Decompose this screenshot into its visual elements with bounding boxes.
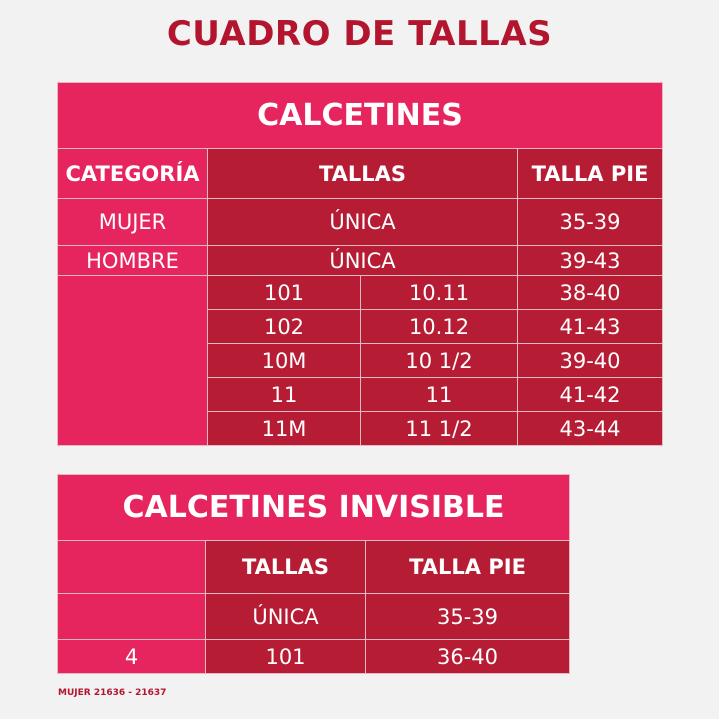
size-code-cell: 102 (208, 310, 361, 344)
talla-pie-cell: 35-39 (366, 594, 570, 640)
column-header-empty (58, 541, 206, 594)
page-title: CUADRO DE TALLAS (166, 14, 553, 54)
tallas-cell: 101 (206, 640, 366, 674)
column-header-tallas: TALLAS (208, 149, 518, 199)
calcetines-invisible-size-table (57, 474, 570, 674)
talla-pie-cell: 41-42 (518, 378, 663, 412)
talla-pie-cell: 43-44 (518, 412, 663, 446)
talla-pie-cell: 41-43 (518, 310, 663, 344)
table-row (58, 594, 570, 640)
table-row (58, 276, 663, 310)
tallas-cell: ÚNICA (206, 594, 366, 640)
column-header-talla-pie: TALLA PIE (518, 149, 663, 199)
size-alt-cell: 10.11 (361, 276, 518, 310)
category-cell: MUJER (58, 199, 208, 246)
calcetines-size-table (57, 82, 663, 446)
table-row (58, 199, 663, 246)
talla-pie-cell: 39-43 (518, 246, 663, 276)
category-cell (58, 594, 206, 640)
size-code-cell: 11M (208, 412, 361, 446)
talla-pie-cell: 35-39 (518, 199, 663, 246)
size-alt-cell: 10.12 (361, 310, 518, 344)
table-row (58, 640, 570, 674)
talla-pie-cell: 39-40 (518, 344, 663, 378)
size-code-cell: 10M (208, 344, 361, 378)
table-row (58, 246, 663, 276)
tallas-cell: ÚNICA (208, 246, 518, 276)
talla-pie-cell: 38-40 (518, 276, 663, 310)
size-code-cell: 101 (208, 276, 361, 310)
talla-pie-cell: 36-40 (366, 640, 570, 674)
size-code-cell: 11 (208, 378, 361, 412)
category-cell: 4 (58, 640, 206, 674)
tallas-cell: ÚNICA (208, 199, 518, 246)
category-cell-empty (58, 276, 208, 446)
size-alt-cell: 10 1/2 (361, 344, 518, 378)
category-cell: HOMBRE (58, 246, 208, 276)
column-header-talla-pie: TALLA PIE (366, 541, 570, 594)
size-alt-cell: 11 1/2 (361, 412, 518, 446)
footer-note: MUJER 21636 - 21637 (58, 688, 167, 698)
size-alt-cell: 11 (361, 378, 518, 412)
table-header: CALCETINES (58, 83, 663, 149)
column-header-categoria: CATEGORÍA (58, 149, 208, 199)
table-header: CALCETINES INVISIBLE (58, 475, 570, 541)
column-header-tallas: TALLAS (206, 541, 366, 594)
